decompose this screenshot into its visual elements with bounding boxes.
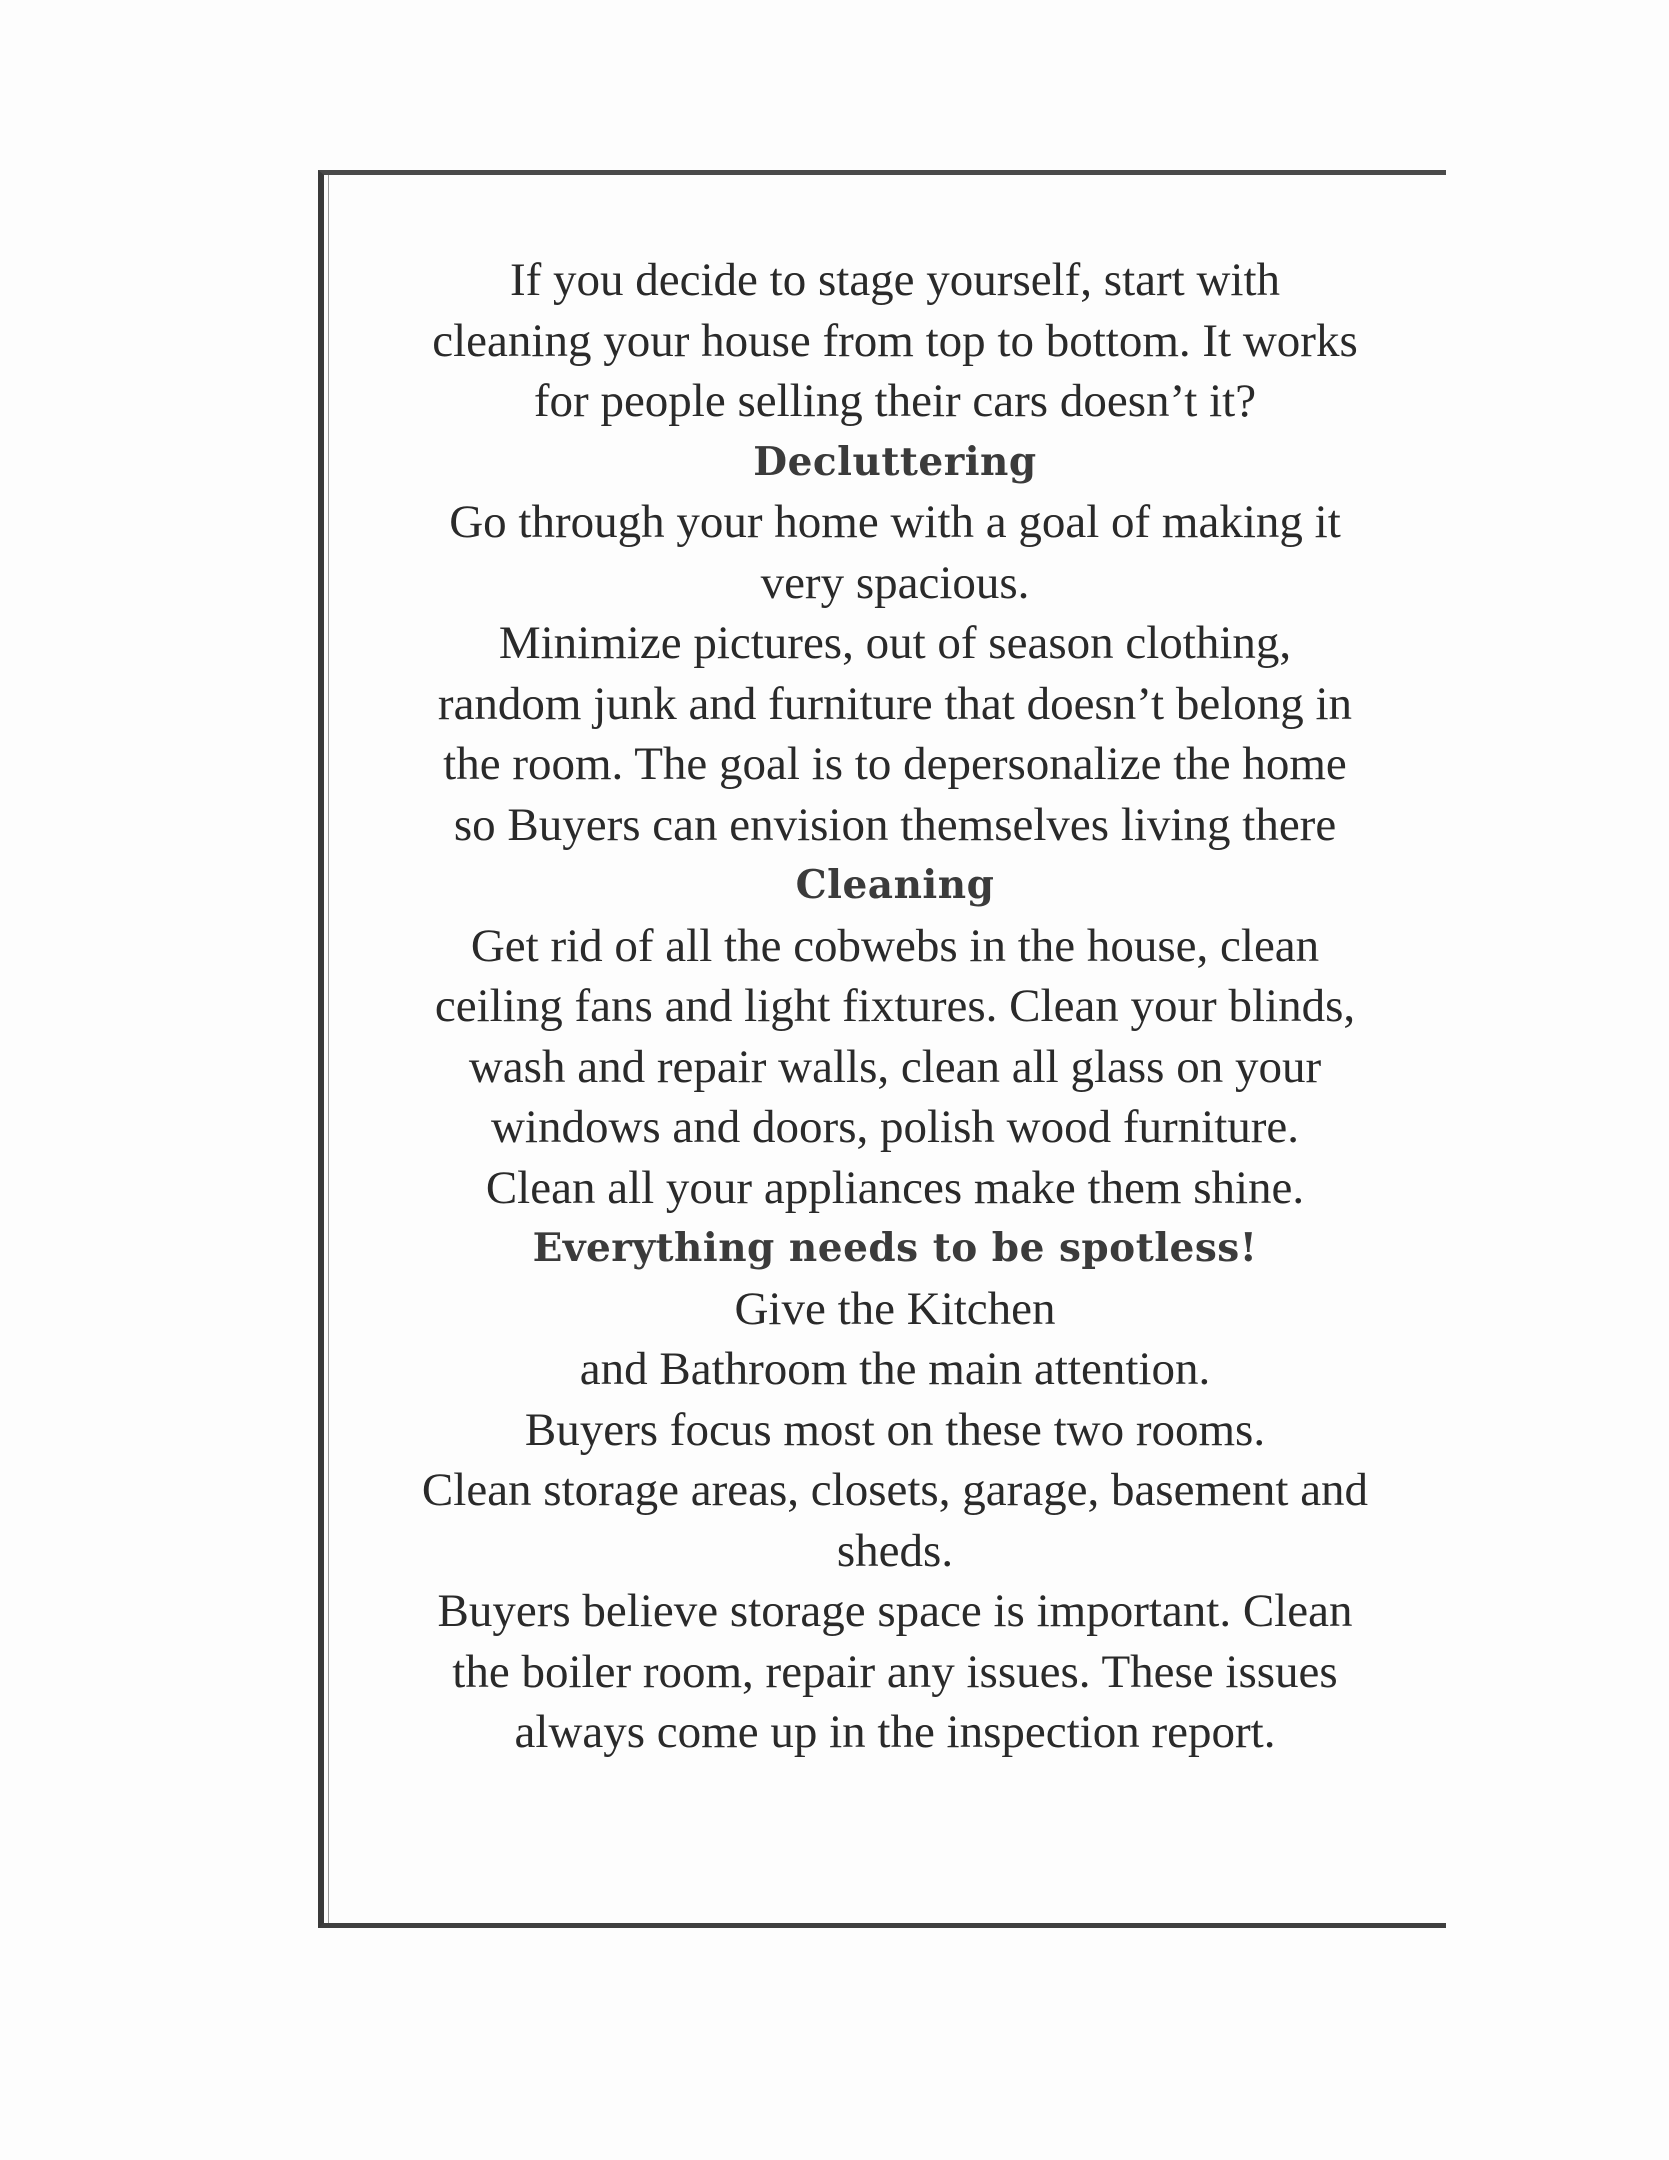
cleaning-line: Get rid of all the cobwebs in the house, clean xyxy=(470,919,1320,972)
decluttering-line: Minimize pictures, out of season clothing, xyxy=(498,617,1292,669)
intro-line: for people selling their cars doesn’t it? xyxy=(533,375,1257,427)
cleaning-line: windows and doors, polish wood furniture. xyxy=(490,1101,1300,1153)
decluttering-line: random junk and furniture that doesn’t belong in xyxy=(437,677,1353,730)
intro-line: cleaning your house from top to bottom. It works xyxy=(432,314,1358,367)
cleaning-line: Clean all your appliances make them shine. xyxy=(485,1161,1305,1214)
heading-spotless: Everything needs to be spotless! xyxy=(532,1225,1258,1271)
cleaning-line: wash and repair walls, clean all glass on your xyxy=(468,1040,1322,1093)
closing-line: Clean storage areas, closets, garage, basement and xyxy=(421,1464,1369,1516)
staging-tips-text xyxy=(345,250,1445,1763)
decluttering-line: so Buyers can envision themselves living there xyxy=(453,798,1337,851)
closing-line: and Bathroom the main attention. xyxy=(579,1343,1211,1395)
closing-line: Buyers focus most on these two rooms. xyxy=(524,1403,1266,1456)
decluttering-line: Go through your home with a goal of making it xyxy=(449,496,1341,548)
cleaning-line: ceiling fans and light fixtures. Clean your blinds, xyxy=(434,980,1356,1032)
decluttering-line: very spacious. xyxy=(760,556,1030,609)
decluttering-line: the room. The goal is to depersonalize the home xyxy=(443,738,1347,790)
closing-line: sheds. xyxy=(836,1524,954,1577)
closing-line: Give the Kitchen xyxy=(734,1282,1056,1335)
closing-line: Buyers believe storage space is important. Clean xyxy=(437,1585,1353,1637)
intro-line: If you decide to stage yourself, start with xyxy=(509,254,1281,306)
heading-decluttering: Decluttering xyxy=(753,438,1037,485)
heading-cleaning: Cleaning xyxy=(795,862,995,908)
closing-line: the boiler room, repair any issues. These issues xyxy=(452,1645,1338,1698)
closing-line: always come up in the inspection report. xyxy=(514,1706,1276,1758)
